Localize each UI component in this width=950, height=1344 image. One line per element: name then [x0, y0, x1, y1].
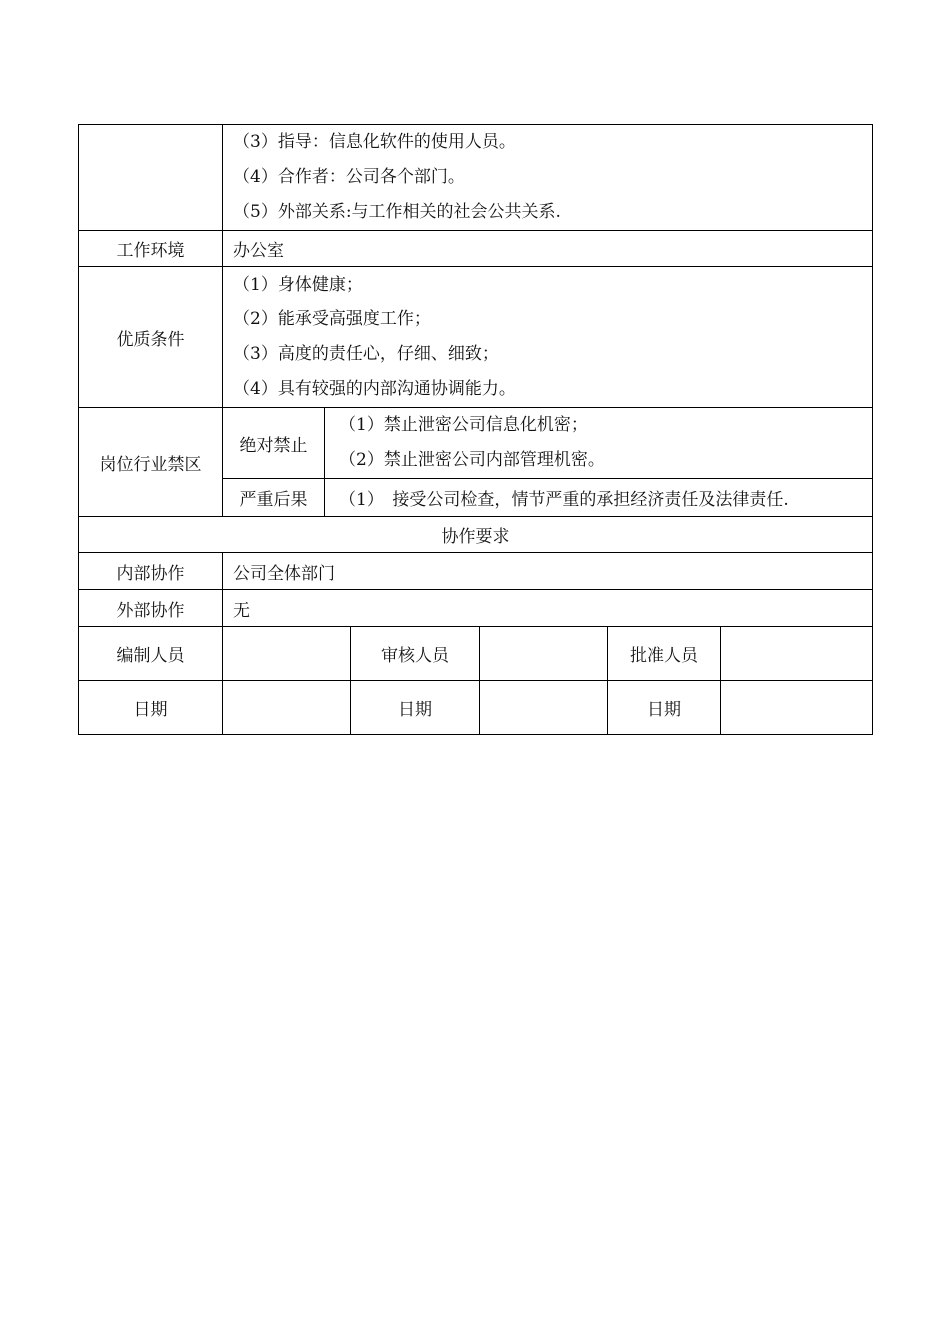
internal-collaboration-value: 公司全体部门 — [223, 553, 873, 590]
reviewer-label: 审核人员 — [351, 627, 480, 681]
preparer-label: 编制人员 — [79, 627, 223, 681]
quality-line: （1）身体健康； — [233, 274, 363, 295]
document-page — [78, 124, 872, 735]
approver-label: 批准人员 — [608, 627, 721, 681]
reviewer-date-label: 日期 — [351, 681, 480, 735]
preparer-date-label: 日期 — [79, 681, 223, 735]
internal-collaboration-row — [79, 553, 873, 590]
approver-date-label: 日期 — [608, 681, 721, 735]
absolute-prohibition-line: （2）禁止泄密公司内部管理机密。 — [339, 450, 605, 470]
absolute-prohibition-label: 绝对禁止 — [223, 408, 325, 479]
external-collaboration-row — [79, 590, 873, 627]
relations-label-cell — [79, 125, 223, 231]
environment-row — [79, 231, 873, 267]
signoff-dates-row — [79, 681, 873, 735]
absolute-prohibition-line: （1）禁止泄密公司信息化机密； — [339, 415, 588, 436]
internal-collaboration-label: 内部协作 — [79, 553, 223, 590]
relations-line: （5）外部关系:与工作相关的社会公共关系. — [233, 201, 561, 222]
approver-value-cell — [721, 627, 873, 681]
preparer-value-cell — [223, 627, 351, 681]
quality-row — [79, 267, 873, 408]
reviewer-value-cell — [480, 627, 608, 681]
preparer-date-cell — [223, 681, 351, 735]
relations-line: （3）指导：信息化软件的使用人员。 — [233, 132, 516, 153]
absolute-prohibition-content — [325, 408, 873, 479]
external-collaboration-value: 无 — [223, 590, 873, 627]
relations-line: （4）合作者：公司各个部门。 — [233, 167, 465, 188]
quality-line: （2）能承受高强度工作； — [233, 309, 431, 330]
collaboration-header-row — [79, 517, 873, 553]
quality-line: （3）高度的责任心，仔细、细致； — [233, 344, 499, 364]
quality-label: 优质条件 — [79, 267, 223, 408]
prohibition-label: 岗位行业禁区 — [79, 408, 223, 517]
consequence-value: （1） 接受公司检查，情节严重的承担经济责任及法律责任. — [325, 479, 873, 517]
signoff-names-row — [79, 627, 873, 681]
prohibition-absolute-row — [79, 408, 873, 479]
environment-label: 工作环境 — [79, 231, 223, 267]
environment-value: 办公室 — [223, 231, 873, 267]
consequence-label: 严重后果 — [223, 479, 325, 517]
relations-row — [79, 125, 873, 231]
quality-line: （4）具有较强的内部沟通协调能力。 — [233, 378, 516, 399]
reviewer-date-cell — [480, 681, 608, 735]
quality-content-cell — [223, 267, 873, 408]
relations-content-cell — [223, 125, 873, 231]
external-collaboration-label: 外部协作 — [79, 590, 223, 627]
job-description-table — [78, 124, 873, 735]
approver-date-cell — [721, 681, 873, 735]
collaboration-header: 协作要求 — [79, 517, 873, 553]
